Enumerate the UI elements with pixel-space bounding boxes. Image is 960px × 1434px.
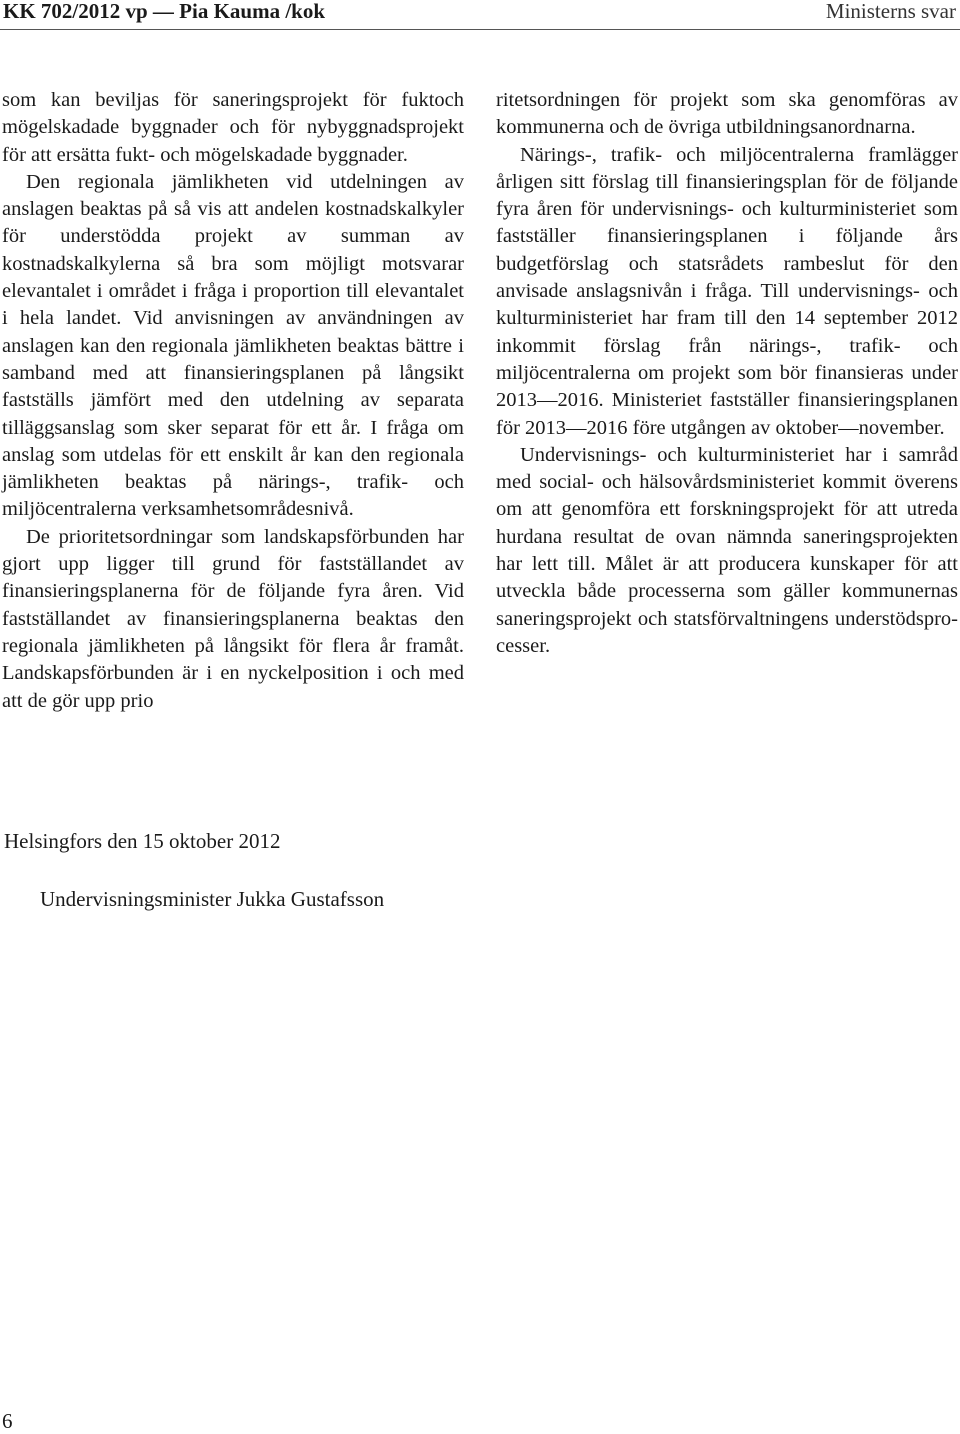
paragraph: Närings-, trafik- och miljöcentralerna framlägger årligen sitt förslag till finansieringsplan för de följande fyra åren för undervisnings- och kulturministeriet som fastställer finansieringsplanen i följande års budgetförslag och statsrådets rambeslut för den anvisade anslagsnivån i fråga. Till undervisnings- och kulturministeriet har fram till den 14 september 2012 inkommit förslag från närings-, trafik- och miljöcentralerna om projekt som bör finansieras under 2013—2016. Ministeriet fastställer finansieringsplanen för 2013—2016 före utgången av oktober—november. <box>496 143 958 439</box>
signature-place-date: Helsingfors den 15 oktober 2012 <box>4 829 281 853</box>
paragraph: som kan beviljas för saneringsprojekt för fuktoch mögelskadade byggnader och för nybyggnadsprojekt för att ersätta fukt- och mögelskadade byggnader. <box>2 89 464 166</box>
paragraph: De prioritetsordningar som landskapsförbunden har gjort upp ligger till grund för fastställandet av finansieringsplanerna för de följande fyra åren. Vid fastställandet av finansieringsplanerna beaktas den regionala jämlikheten på långsikt för flera år framåt. Landskapsförbunden är i en nyckelposition i och med att de gör upp prio <box>2 525 464 712</box>
signature-name: Undervisningsminister Jukka Gustafsson <box>40 887 385 911</box>
paragraph: ritetsordningen för projekt som ska genomföras av kommunerna och de övriga utbildningsanordnarna. <box>496 89 958 139</box>
header-divider <box>0 29 960 30</box>
paragraph: Undervisnings- och kulturministeriet har i samråd med social- och hälsovårdsministeriet kommit överens om att genomföra ett forskningsprojekt för att utreda hurdana resultat de ovan nämnda saneringsprojekten har lett till. Målet är att producera kunskaper för att utveckla både processerna som gäller kommunernas saneringsprojekt och statsförvaltningens understödsprocesser. <box>496 443 958 657</box>
page-number: 6 <box>2 1409 13 1433</box>
paragraph: Den regionala jämlikheten vid utdelningen av anslagen beaktas på så vis att andelen kostnadskalkyler för understödda projekt av summan av kostnadskalkylerna så bra som möjligt motsvarar elevantalet i området i fråga i proportion till elevantalet i hela landet. Vid anvisningen av användningen av anslagen kan den regionala jämlikheten beaktas bättre i samband med att finansieringsplanen på långsikt fastställs jämfört med den utdelning av separata tilläggsanslag som sker separat för ett år. I fråga om anslag som utdelas för ett enskilt år kan den regionala jämlikheten beaktas på närings-, trafik- och miljöcentralerna verksamhetsområdesnivå. <box>2 170 464 521</box>
left-text-column <box>2 87 464 715</box>
section-title: Ministerns svar <box>825 0 956 23</box>
page-header <box>0 0 960 26</box>
document-reference: KK 702/2012 vp — Pia Kauma /kok <box>3 0 326 23</box>
right-text-column <box>496 87 958 660</box>
